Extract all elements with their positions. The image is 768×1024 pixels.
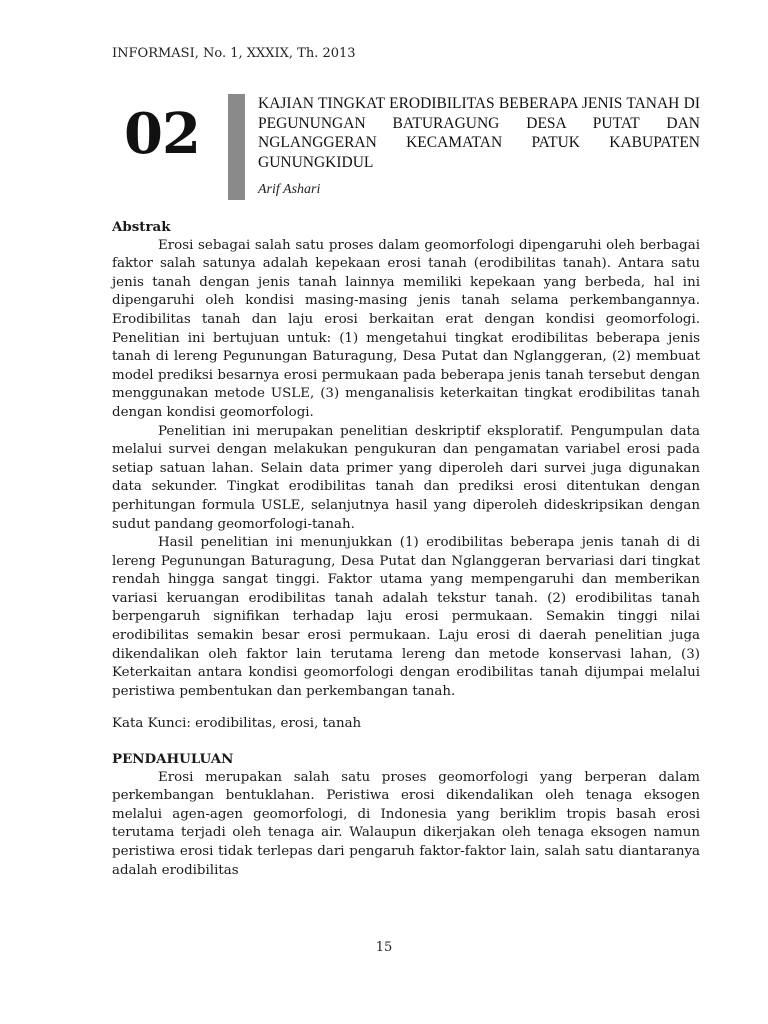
article-number: 02 xyxy=(124,101,200,167)
page-number: 15 xyxy=(375,940,393,955)
abstract-heading: Abstrak xyxy=(112,219,171,235)
article-title: KAJIAN TINGKAT ERODIBILITAS BEBERAPA JENIS TANAH DI PEGUNUNGAN BATURAGUNG DESA PUTAT DAN NGLANGGERAN KECAMATAN PATUK KABUPATEN GUNUNGKIDUL xyxy=(258,95,700,171)
article-body xyxy=(112,218,700,880)
abstract-paragraph: Erosi sebagai salah satu proses dalam geomorfologi dipengaruhi oleh berbagai faktor salah satunya adalah kepekaan erosi tanah (erodibilitas tanah). Antara satu jenis tanah dengan jenis tanah lainnya memiliki kepekaan yang berbeda, hal ini dipengaruhi oleh kondisi masing-masing jenis tanah selama perkembangannya. Erodibilitas tanah dan laju erosi berkaitan erat dengan kondisi geomorfologi. Penelitian ini bertujuan untuk: (1) mengetahui tingkat erodibilitas beberapa jenis tanah di lereng Pegunungan Baturagung, Desa Putat dan Nglanggeran, (2) membuat model prediksi besarnya erosi permukaan pada beberapa jenis tanah tersebut dengan menggunakan metode USLE, (3) menganalisis keterkaitan tingkat erodibilitas tanah dengan kondisi geomorfologi. xyxy=(112,237,700,420)
running-head: INFORMASI, No. 1, XXXIX, Th. 2013 xyxy=(112,46,356,61)
author-name: Arif Ashari xyxy=(258,182,321,197)
abstract-paragraph: Hasil penelitian ini menunjukkan (1) erodibilitas beberapa jenis tanah di di lereng Pegunungan Baturagung, Desa Putat dan Nglanggeran bervariasi dari tingkat rendah hingga sangat tinggi. Faktor utama yang mempengaruhi dan memberikan variasi keruangan erodibilitas tanah adalah tekstur tanah. (2) erodibilitas tanah berpengaruh signifikan terhadap laju erosi permukaan. Semakin tinggi nilai erodibilitas semakin besar erosi permukaan. Laju erosi di daerah penelitian juga dikendalikan oleh faktor lain terutama lereng dan metode konservasi lahan, (3) Keterkaitan antara kondisi geomorfologi dengan erodibilitas tanah dijumpai melalui peristiwa pembentukan dan perkembangan tanah. xyxy=(112,535,700,699)
abstract-paragraph: Penelitian ini merupakan penelitian deskriptif eksploratif. Pengumpulan data melalui survei dengan melakukan pengukuran dan pengamatan variabel erosi pada setiap satuan lahan. Selain data primer yang diperoleh dari survei juga digunakan data sekunder. Tingkat erodibilitas tanah dan prediksi erosi ditentukan dengan perhitungan formula USLE, selanjutnya hasil yang diperoleh dideskripsikan dengan sudut pandang geomorfologi-tanah. xyxy=(112,423,700,532)
introduction-paragraph: Erosi merupakan salah satu proses geomorfologi yang berperan dalam perkembangan bentuklahan. Peristiwa erosi dikendalikan oleh tenaga eksogen melalui agen-agen geomorfologi, di Indonesia yang beriklim tropis basah erosi terutama terjadi oleh tenaga air. Walaupun dikerjakan oleh tenaga eksogen namun peristiwa erosi tidak terlepas dari pengaruh faktor-faktor lain, salah satu diantaranya adalah erodibilitas xyxy=(112,769,700,878)
keywords: Kata Kunci: erodibilitas, erosi, tanah xyxy=(112,716,362,732)
introduction-heading: PENDAHULUAN xyxy=(112,751,234,768)
title-accent-bar xyxy=(228,94,245,200)
